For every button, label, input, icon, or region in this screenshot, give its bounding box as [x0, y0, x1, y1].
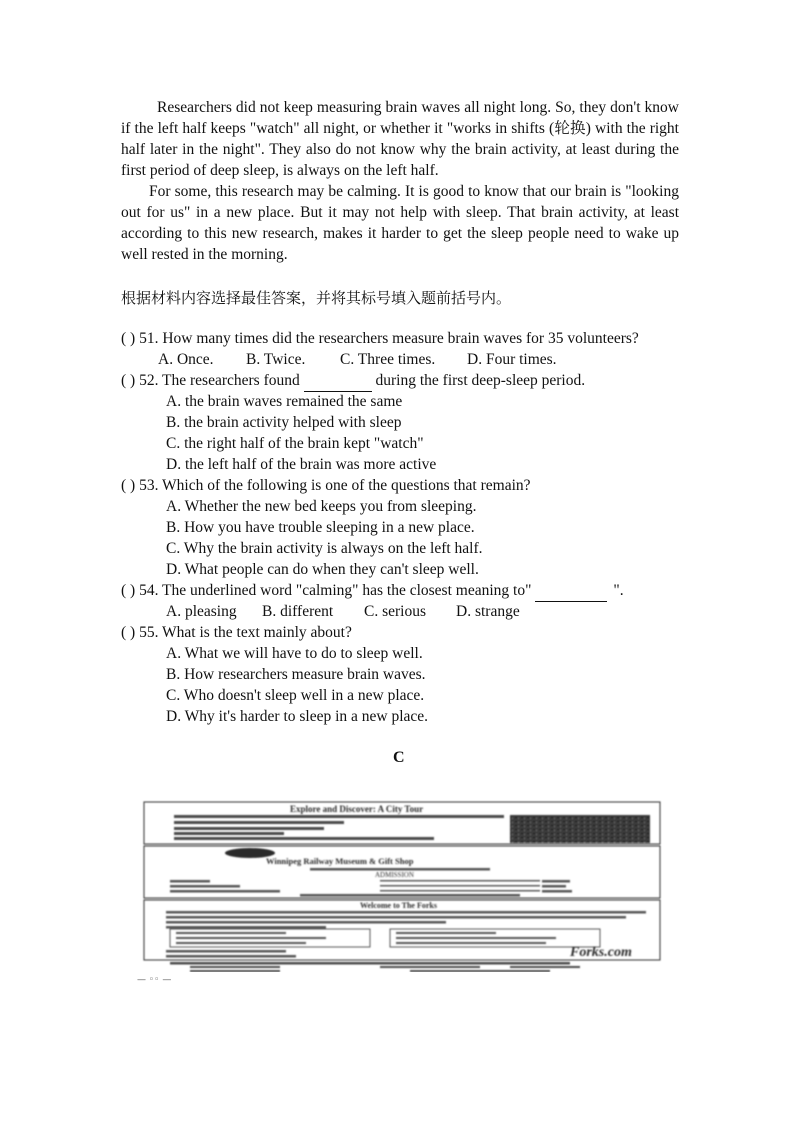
forks-logo: Forks.com	[570, 945, 632, 960]
tour-title: Explore and Discover: A City Tour	[290, 804, 424, 814]
question-55-option-c: C. Who doesn't sleep well in a new place.	[166, 687, 425, 704]
forks-title: Welcome to The Forks	[360, 901, 437, 910]
question-53-option-b: B. How you have trouble sleeping in a new place.	[166, 519, 475, 536]
question-54-option-b: B. different	[262, 603, 334, 620]
question-51-option-b: B. Twice.	[246, 351, 306, 368]
section-label: C	[393, 749, 405, 766]
question-55-option-a: A. What we will have to do to sleep well.	[166, 645, 423, 662]
question-55-option-b: B. How researchers measure brain waves.	[166, 666, 426, 683]
question-52-option-a: A. the brain waves remained the same	[166, 393, 403, 410]
question-52-stem-start: ( ) 52. The researchers found	[121, 372, 300, 389]
question-55-stem: ( ) 55. What is the text mainly about?	[121, 624, 352, 641]
passage-paragraph-1: Researchers did not keep measuring brain waves all night long. So, they don't know if the left half keeps "watch" all night, or whether it "works in shifts (轮换) with the right half later in the night". They also do not know why the brain activity, at least during the first period of deep sleep, is always on the left half.	[121, 99, 679, 179]
museum-title: Winnipeg Railway Museum & Gift Shop	[266, 856, 414, 866]
question-54-option-a: A. pleasing	[166, 603, 237, 620]
question-54-stem-end: ".	[613, 582, 624, 599]
question-54-stem	[121, 580, 624, 602]
question-51-option-c: C. Three times.	[340, 351, 436, 368]
question-52-option-c: C. the right half of the brain kept "watch"	[166, 435, 424, 452]
answer-blank	[304, 370, 372, 392]
question-52-option-d: D. the left half of the brain was more active	[166, 456, 437, 473]
question-54-option-d: D. strange	[456, 603, 520, 620]
question-53-stem: ( ) 53. Which of the following is one of the questions that remain?	[121, 477, 531, 494]
page-mark: — ◦◦ —	[137, 975, 172, 985]
admission-label: ADMISSION	[375, 871, 414, 879]
question-52-option-b: B. the brain activity helped with sleep	[166, 414, 402, 431]
answer-blank	[535, 580, 607, 602]
question-53-option-d: D. What people can do when they can't sleep well.	[166, 561, 479, 578]
question-51-option-a: A. Once.	[158, 351, 214, 368]
question-52-stem-end: during the first deep-sleep period.	[375, 372, 586, 389]
question-55-option-d: D. Why it's harder to sleep in a new place.	[166, 708, 429, 725]
question-52-stem	[121, 370, 585, 392]
instruction-text: 根据材料内容选择最佳答案，并将其标号填入题前括号内。	[121, 289, 512, 307]
question-51-option-d: D. Four times.	[467, 351, 557, 368]
question-53-option-c: C. Why the brain activity is always on the left half.	[166, 540, 483, 557]
question-51-stem: ( ) 51. How many times did the researchers measure brain waves for 35 volunteers?	[121, 330, 639, 347]
scanned-advertisement-image	[130, 800, 675, 972]
passage-paragraph-2: For some, this research may be calming. It is good to know that our brain is "looking out for us" in a new place. But it may not help with sleep. That brain activity, at least according to this new research, makes it harder to get the sleep people need to wake up well rested in the morning.	[121, 183, 679, 263]
question-54-option-c: C. serious	[364, 603, 426, 620]
question-53-option-a: A. Whether the new bed keeps you from sleeping.	[166, 498, 477, 515]
question-54-stem-start: ( ) 54. The underlined word "calming" has the closest meaning to"	[121, 582, 532, 599]
